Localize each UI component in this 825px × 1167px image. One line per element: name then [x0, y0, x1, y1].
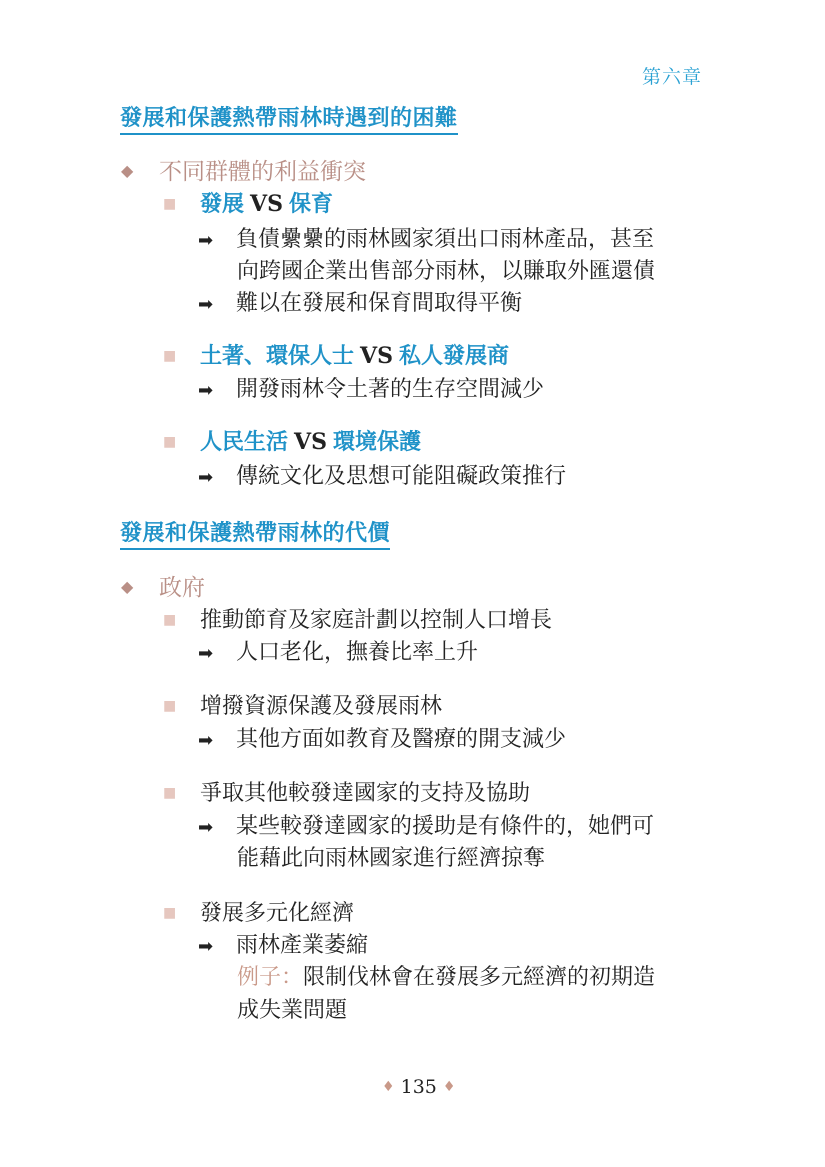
group-side-a: 發展 — [200, 192, 245, 217]
square-bullet-icon: ■ — [163, 434, 177, 450]
arrow-right-icon: ➡ — [198, 230, 214, 251]
section-heading-costs: 發展和保護熱帶雨林的代價 — [120, 516, 390, 550]
measure-label: 推動節育及家庭計劃以控制人口增長 — [200, 608, 553, 633]
diamond-bullet-icon: ◆ — [121, 161, 134, 180]
example-text: 限制伐林會在發展多元經濟的初期造 — [303, 965, 656, 990]
square-bullet-icon: ■ — [163, 612, 177, 628]
point-text: 開發雨林令土著的生存空間減少 — [236, 377, 545, 402]
diamond-bullet-icon: ◆ — [121, 577, 134, 596]
point-text: 傳統文化及思想可能阻礙政策推行 — [236, 464, 567, 489]
group-heading — [163, 187, 333, 218]
group-heading — [163, 339, 509, 370]
group-side-b: 環境保護 — [332, 430, 421, 455]
point-text-continued: 能藉此向雨林國家進行經濟掠奪 — [237, 846, 546, 871]
group-side-a: 土著、環保人士 — [200, 344, 355, 369]
arrow-right-icon: ➡ — [198, 730, 214, 751]
small-diamond-icon: ♦ — [442, 1079, 456, 1095]
list-item — [198, 286, 522, 317]
page-number-text: 135 — [400, 1076, 437, 1098]
topic-interest-conflict — [121, 153, 366, 186]
section-heading-difficulties: 發展和保護熱帶雨林時遇到的困難 — [120, 101, 458, 135]
arrow-right-icon: ➡ — [198, 936, 214, 957]
square-bullet-icon: ■ — [163, 905, 177, 921]
square-bullet-icon: ■ — [163, 785, 177, 801]
arrow-right-icon: ➡ — [198, 294, 214, 315]
measure-item — [163, 896, 354, 927]
list-item — [198, 809, 654, 840]
small-diamond-icon: ♦ — [382, 1079, 395, 1095]
example-text-continued: 成失業問題 — [237, 998, 348, 1023]
square-bullet-icon: ■ — [163, 348, 177, 364]
square-bullet-icon: ■ — [163, 698, 177, 714]
topic-government — [121, 569, 205, 602]
measure-item — [163, 689, 442, 720]
point-text: 某些較發達國家的援助是有條件的，她們可 — [236, 814, 655, 839]
measure-label: 增撥資源保護及發展雨林 — [200, 694, 443, 719]
example-label: 例子： — [237, 965, 304, 990]
point-text: 負債纍纍的雨林國家須出口雨林產品，甚至 — [236, 227, 655, 252]
group-side-b: 私人發展商 — [398, 344, 509, 369]
measure-item — [163, 603, 552, 634]
list-item — [198, 722, 566, 753]
list-item — [198, 372, 544, 403]
topic-label: 不同群體的利益衝突 — [159, 159, 366, 185]
vs-label: VS — [360, 343, 393, 369]
measure-label: 爭取其他較發達國家的支持及協助 — [200, 781, 531, 806]
arrow-right-icon: ➡ — [198, 467, 214, 488]
vs-label: VS — [250, 191, 283, 217]
list-item — [198, 222, 654, 253]
vs-label: VS — [294, 429, 327, 455]
group-heading — [163, 425, 421, 456]
list-item — [198, 928, 368, 959]
point-text-continued: 向跨國企業出售部分雨林，以賺取外匯還債 — [237, 259, 656, 284]
group-side-a: 人民生活 — [200, 430, 289, 455]
point-text: 其他方面如教育及醫療的開支減少 — [236, 727, 567, 752]
point-text: 人口老化，撫養比率上升 — [236, 640, 479, 665]
list-item — [198, 635, 478, 666]
chapter-label: 第六章 — [642, 66, 703, 88]
measure-label: 發展多元化經濟 — [200, 901, 355, 926]
page-number — [382, 1076, 455, 1098]
topic-label: 政府 — [159, 575, 205, 601]
group-side-b: 保育 — [288, 192, 333, 217]
arrow-right-icon: ➡ — [198, 380, 214, 401]
arrow-right-icon: ➡ — [198, 817, 214, 838]
example-line — [237, 960, 655, 991]
list-item — [198, 459, 566, 490]
point-text: 難以在發展和保育間取得平衡 — [236, 291, 523, 316]
measure-item — [163, 776, 530, 807]
arrow-right-icon: ➡ — [198, 643, 214, 664]
point-text: 雨林產業萎縮 — [236, 933, 369, 958]
square-bullet-icon: ■ — [163, 196, 177, 212]
